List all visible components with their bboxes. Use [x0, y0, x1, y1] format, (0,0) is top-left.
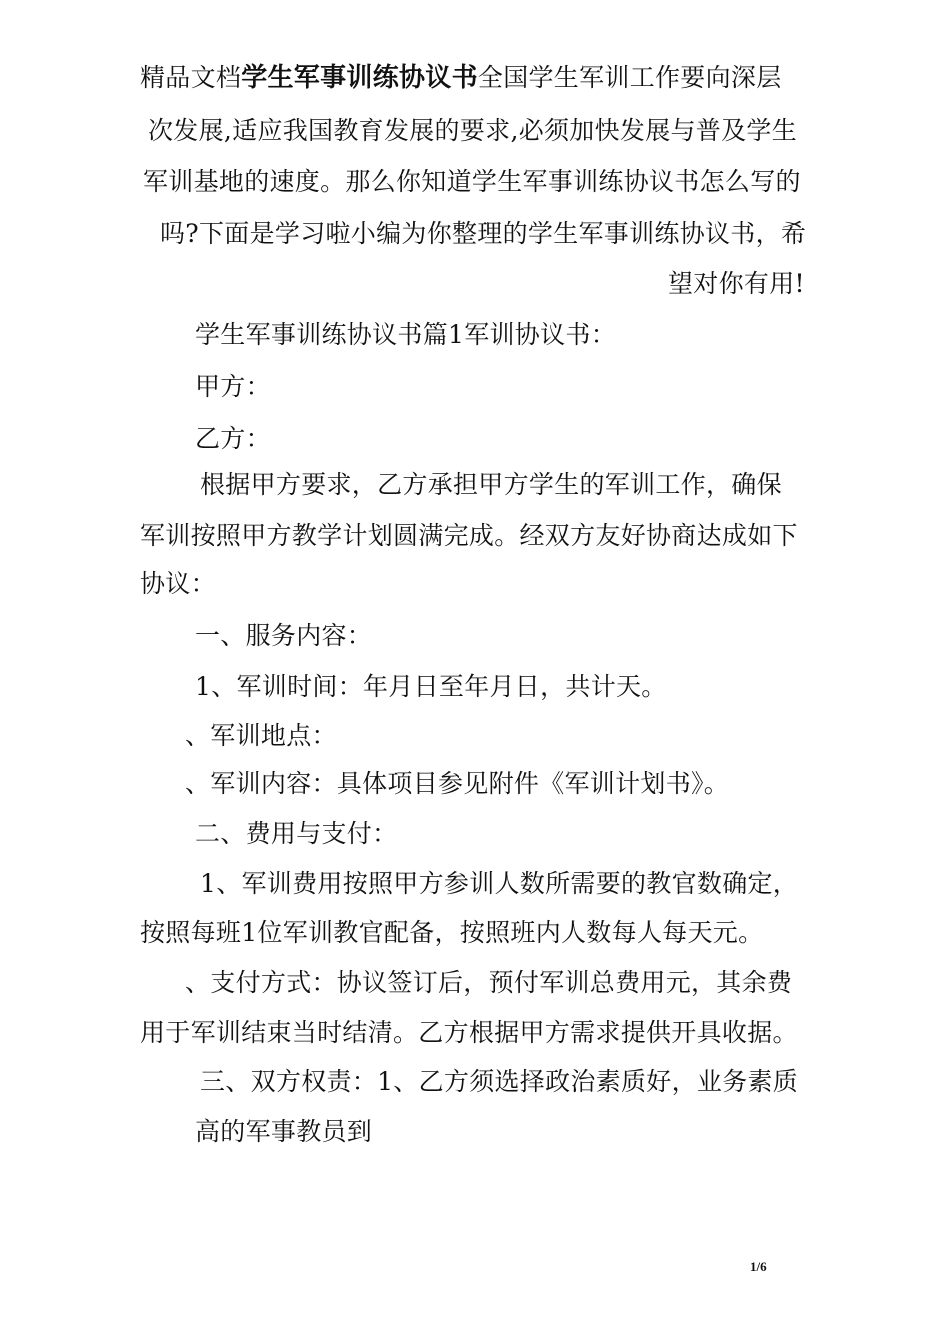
para1-line-2: 军训按照甲方教学计划圆满完成。经双方友好协商达成如下: [140, 521, 798, 550]
section-1-item-2: 、军训地点：: [185, 721, 337, 750]
document-title: 学生军事训练协议书: [241, 63, 478, 93]
party-b-label: 乙方：: [195, 424, 271, 453]
section-heading: 学生军事训练协议书篇1军训协议书：: [195, 320, 617, 349]
section-3-line-2: 高的军事教员到: [195, 1117, 373, 1146]
intro-line-2: 次发展,适应我国教育发展的要求,必须加快发展与普及学生: [148, 116, 797, 145]
page-number: 1/6: [750, 1259, 767, 1274]
intro-line-1: [140, 60, 810, 96]
intro-line-4: 吗?下面是学习啦小编为你整理的学生军事训练协议书，希: [160, 219, 807, 248]
section-2-item-1-line-2: 按照每班1位军训教官配备，按照班内人数每人每天元。: [140, 918, 764, 947]
intro-prefix: 精品文档: [140, 63, 242, 92]
para1-line-3: 协议：: [140, 569, 216, 598]
section-1-item-1: 1、军训时间：年月日至年月日，共计天。: [195, 672, 667, 701]
intro-line-3: 军训基地的速度。那么你知道学生军事训练协议书怎么写的: [143, 167, 801, 196]
section-2-item-2-line-1: 、支付方式：协议签订后，预付军训总费用元，其余费: [185, 968, 793, 997]
section-2-item-1-line-1: 1、军训费用按照甲方参训人数所需要的教官数确定，: [200, 869, 799, 898]
section-3-line-1: 三、双方权责：1、乙方须选择政治素质好，业务素质: [200, 1067, 799, 1096]
para1-line-1: 根据甲方要求，乙方承担甲方学生的军训工作，确保: [200, 470, 782, 499]
intro-line-5: 望对你有用!: [668, 269, 805, 298]
section-1-item-3: 、军训内容：具体项目参见附件《军训计划书》。: [185, 769, 730, 798]
section-2-item-2-line-2: 用于军训结束当时结清。乙方根据甲方需求提供开具收据。: [140, 1018, 798, 1047]
intro-line-1-rest: 全国学生军训工作要向深层: [477, 63, 782, 92]
section-2-heading: 二、费用与支付：: [195, 819, 398, 848]
party-a-label: 甲方：: [195, 372, 271, 401]
section-1-heading: 一、服务内容：: [195, 621, 373, 650]
